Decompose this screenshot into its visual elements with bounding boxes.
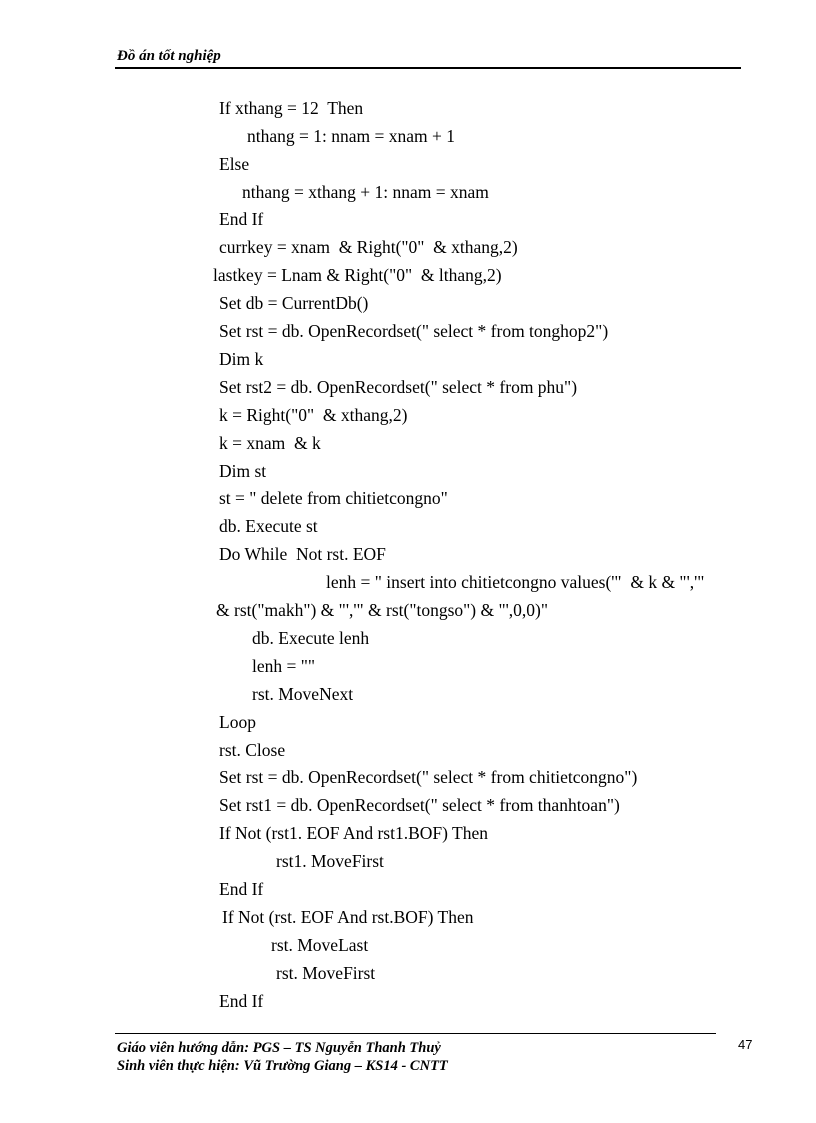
code-line: lastkey = Lnam & Right("0" & lthang,2) (213, 265, 502, 285)
code-line: Set rst2 = db. OpenRecordset(" select * from phu") (219, 377, 578, 397)
page-header-title: Đồ án tốt nghiệp (117, 48, 221, 64)
code-line: st = " delete from chitietcongno" (219, 488, 448, 508)
code-line: End If (219, 879, 264, 899)
code-line: Do While Not rst. EOF (219, 544, 386, 564)
code-line: rst. MoveLast (271, 935, 369, 955)
code-line: db. Execute lenh (252, 628, 370, 648)
code-line: currkey = xnam & Right("0" & xthang,2) (219, 237, 518, 257)
code-line: Set rst = db. OpenRecordset(" select * from chitietcongno") (219, 767, 638, 787)
code-line: nthang = xthang + 1: nnam = xnam (242, 182, 489, 202)
code-line: Set rst = db. OpenRecordset(" select * from tonghop2") (219, 321, 609, 341)
code-line: rst. MoveFirst (276, 963, 376, 983)
code-line: End If (219, 209, 264, 229)
code-line: lenh = " insert into chitietcongno values('" & k & "','" (326, 572, 705, 592)
code-line: Loop (219, 712, 256, 732)
code-line: If Not (rst1. EOF And rst1.BOF) Then (219, 823, 488, 843)
code-line: k = Right("0" & xthang,2) (219, 405, 408, 425)
footer-student: Sinh viên thực hiện: Vũ Trường Giang – KS14 - CNTT (117, 1058, 448, 1074)
code-line: db. Execute st (219, 516, 318, 536)
code-line: nthang = 1: nnam = xnam + 1 (247, 126, 455, 146)
code-line: lenh = "" (252, 656, 316, 676)
code-line: Else (219, 154, 250, 174)
code-line: If xthang = 12 Then (219, 98, 364, 118)
code-line: rst. MoveNext (252, 684, 354, 704)
code-line: End If (219, 991, 264, 1011)
code-line: Dim k (219, 349, 264, 369)
code-line: rst. Close (219, 740, 286, 760)
code-line: Dim st (219, 461, 267, 481)
footer-divider (115, 1033, 716, 1034)
code-line: & rst("makh") & "','" & rst("tongso") & "',0,0)" (216, 600, 548, 620)
code-line: rst1. MoveFirst (276, 851, 384, 871)
code-line: Set db = CurrentDb() (219, 293, 369, 313)
footer-supervisor: Giáo viên hướng dẫn: PGS – TS Nguyễn Thanh Thuỷ (117, 1040, 441, 1056)
code-line: k = xnam & k (219, 433, 321, 453)
code-line: Set rst1 = db. OpenRecordset(" select * from thanhtoan") (219, 795, 620, 815)
code-line: If Not (rst. EOF And rst.BOF) Then (222, 907, 474, 927)
page-number: 47 (738, 1037, 753, 1052)
